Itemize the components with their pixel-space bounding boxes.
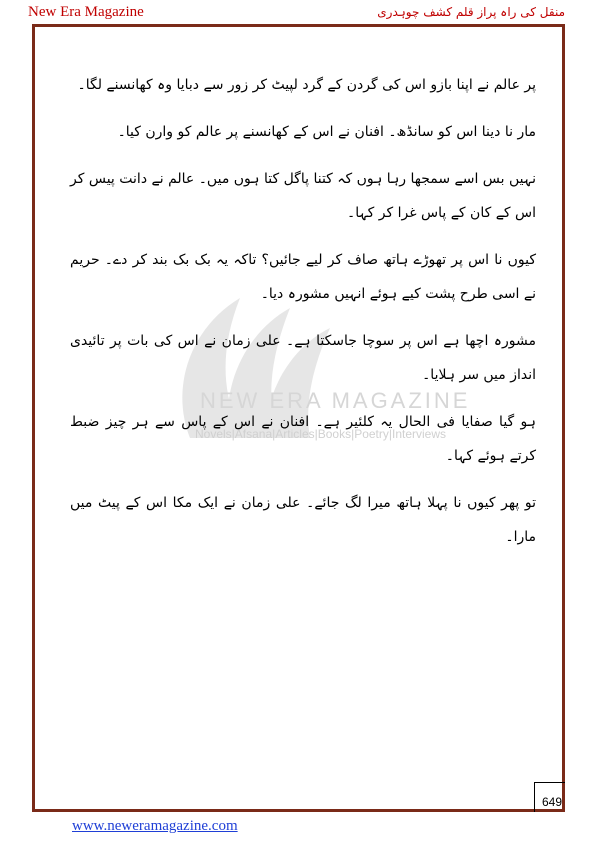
magazine-name: New Era Magazine (28, 4, 144, 20)
novel-author-header: منقل کی راہ پراز قلم کشف چوہدری (377, 5, 565, 19)
page-number: 649 (542, 795, 563, 809)
watermark-title: NEW ERA MAGAZINE (200, 388, 471, 413)
paragraph: پر عالم نے اپنا بازو اس کی گردن کے گرد لپیٹ کر زور سے دبایا وہ کھانسنے لگا۔ (77, 77, 536, 93)
watermark-tagline: Novels|Afsana|Articles|Books|Poetry|Interviews (195, 427, 447, 441)
paragraph: مار نا دینا اس کو سانڈھ۔ افنان نے اس کے کھانسنے پر عالم کو وارن کیا۔ (117, 124, 536, 140)
paragraph: ہو گیا صفایا فی الحال یہ کلئیر ہے۔ افنان نے اس کے پاس سے ہر چیز ضبط کرتے ہوئے کہا۔ (70, 414, 536, 464)
paragraph: مشورہ اچھا ہے اس پر سوچا جاسکتا ہے۔ علی زمان نے اس کی بات پر تائیدی انداز میں سر ہلایا۔ (70, 333, 536, 383)
website-link[interactable]: www.neweramagazine.com (72, 818, 238, 834)
article-body (70, 68, 536, 567)
paragraph: نہیں بس اسے سمجھا رہا ہوں کہ کتنا پاگل کتا ہوں میں۔ عالم نے دانت پیس کر اس کے کان کے پاس غرا کر کہا۔ (70, 171, 536, 221)
paragraph: کیوں نا اس پر تھوڑے ہاتھ صاف کر لیے جائیں؟ تاکہ یہ بک بک بند کر دے۔ حریم نے اسی طرح پشت کیے ہوئے انہیں مشورہ دیا۔ (70, 252, 536, 302)
paragraph: تو پھر کیوں نا پہلا ہاتھ میرا لگ جائے۔ علی زمان نے ایک مکا اس کے پیٹ میں مارا۔ (70, 495, 536, 545)
